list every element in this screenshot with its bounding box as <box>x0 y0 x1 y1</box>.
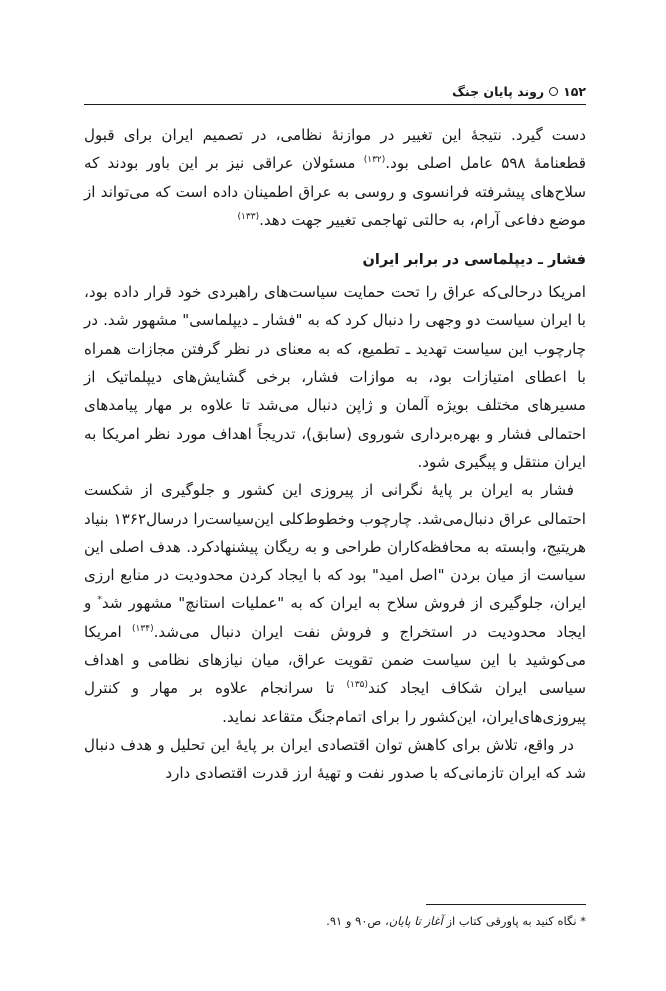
endnote-ref-133: (۱۳۳) <box>237 211 260 222</box>
header-divider <box>84 104 586 105</box>
paragraph-4: در واقع، تلاش برای کاهش توان اقتصادی ایران بر پایهٔ این تحلیل و هدف دنبال شد که ایران تازمانی‌که با صدور نفت و تهیهٔ ارز قدرت اقتصادی دارد <box>84 735 586 783</box>
main-text <box>84 121 586 788</box>
circle-ornament-icon <box>549 87 558 96</box>
footnote: * نگاه کنید به پاورقی کتاب از آغاز تا پایان، ص۹۰ و ۹۱. <box>326 914 586 928</box>
paragraph-1: دست گیرد. نتیجهٔ این تغییر در موازنهٔ نظامی، در تصمیم ایران برای قبول قطعنامهٔ ۵۹۸ عامل اصلی بود.$^{(۱۳۲)}$ مسئولان عراقی نیز بر این باور بودند که سلاح‌های پیشرفته فرانسوی و روسی به عراق اطمینان داده است که می‌تواند از موضع دفاعی آرام، به حالتی تهاجمی تغییر جهت دهد.$^{(۱۳۳)}$ <box>84 126 586 229</box>
footnote-marker: * <box>97 595 102 606</box>
paragraph-2: امریکا درحالی‌که عراق را تحت حمایت سیاست‌های راهبردی خود قرار داده بود، با ایران سیاست دو وجهی را دنبال کرد که به "فشار ـ دیپلماسی" مشهور شد. در چارچوب این سیاست تهدید ـ تطمیع، که به معنای در نظر گرفتن مجازات همراه با اعطای امتیازات بود، به موازات فشار، برخی گشایش‌های دیپلماتیک از مسیرهای مختلف بویژه آلمان و ژاپن دنبال می‌شد تا علاوه بر مهار پیامدهای احتمالی فشار و بهره‌برداری شوروی (سابق)، تدریجاً اهداف مورد نظر امریکا به ایران منتقل و پیگیری شود. <box>84 283 586 471</box>
page-number: ۱۵۲ <box>563 83 586 99</box>
paragraph-3: فشار به ایران بر پایهٔ نگرانی از پیروزی این کشور و جلوگیری از شکست احتمالی عراق دنبال‌می‌شد. چارچوب وخطوط‌کلی این‌سیاست‌را درسال۱۳۶۲ بنیاد هریتیج، وابسته به محافظه‌کاران طراحی و به ریگان پیشنهادکرد. هدف اصلی این سیاست از میان بردن "اصل امید" بود که با ایجاد کردن محدودیت در منابع ارزی ایران، جلوگیری از فروش سلاح به ایران که به "عملیات استانچ" مشهور شد* و ایجاد محدودیت در استخراج و فروش نفت ایران دنبال می‌شد.$^{(۱۳۴)}$ امریکا می‌کوشید با این سیاست ضمن تقویت عراق، میان نیازهای نظامی و اهداف سیاسی ایران شکاف ایجاد کند$^{(۱۳۵)}$ تا سرانجام علاوه بر مهار و کنترل پیروزی‌های‌ایران، این‌کشور را برای اتمام‌جنگ متقاعد نماید. <box>84 481 586 726</box>
footnote-divider <box>426 904 586 905</box>
footnote-book-title: آغاز تا پایان <box>388 914 443 928</box>
chapter-title: روند پایان جنگ <box>452 83 545 99</box>
section-heading: فشار ـ دیپلماسی در برابر ایران <box>362 252 586 269</box>
endnote-ref-134: (۱۳۴) <box>132 623 154 634</box>
endnote-ref-132: (۱۳۲) <box>363 155 386 166</box>
endnote-ref-135: (۱۳۵) <box>346 680 369 691</box>
running-header <box>76 80 586 102</box>
